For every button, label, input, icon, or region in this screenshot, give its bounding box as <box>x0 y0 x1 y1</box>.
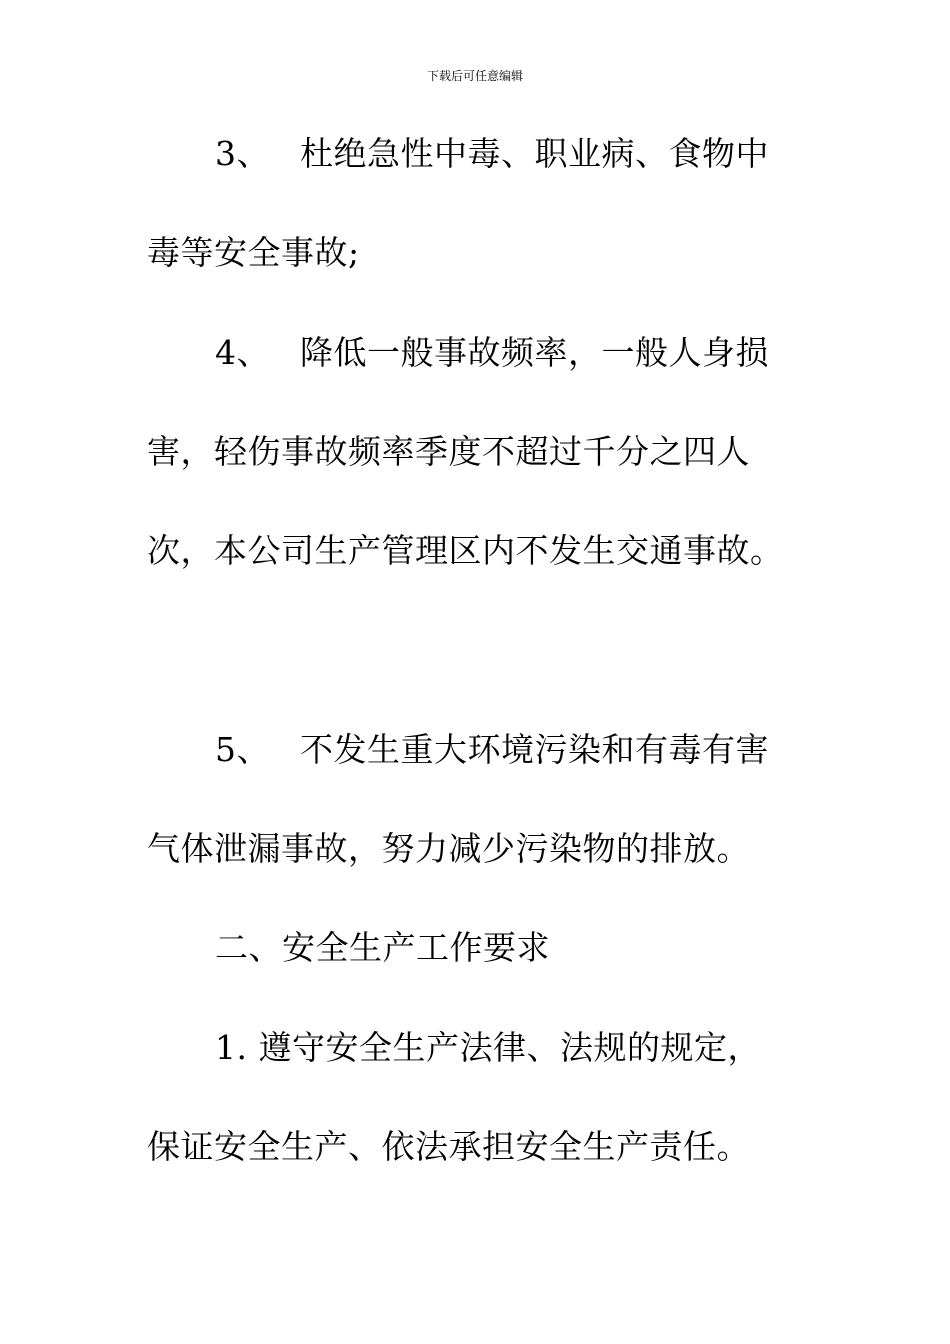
item-5-text-1: 不发生重大环境污染和有毒有害 <box>300 730 769 769</box>
item-4-text-1: 降低一般事故频率，一般人身损 <box>300 333 769 372</box>
requirement-1-line-1: 1. 遵守安全生产法律、法规的规定， <box>215 1028 761 1067</box>
item-3-text-1: 杜绝急性中毒、职业病、食物中 <box>300 134 769 173</box>
item-5-number: 5、 <box>215 730 270 769</box>
item-4-line-2: 害，轻伤事故频率季度不超过千分之四人 <box>147 432 750 471</box>
requirement-1-line-2: 保证安全生产、依法承担安全生产责任。 <box>147 1127 750 1166</box>
item-3-number: 3、 <box>215 134 270 173</box>
page-header: 下载后可任意编辑 <box>426 69 523 83</box>
item-3-line-1 <box>215 134 769 174</box>
item-4-line-1 <box>215 333 769 373</box>
item-5-line-1 <box>215 730 769 770</box>
item-5-line-2: 气体泄漏事故，努力减少污染物的排放。 <box>147 829 750 868</box>
item-4-line-3: 次，本公司生产管理区内不发生交通事故。 <box>147 531 784 570</box>
item-3-line-2: 毒等安全事故; <box>147 233 360 272</box>
section-2-heading: 二、安全生产工作要求 <box>215 928 550 967</box>
item-4-number: 4、 <box>215 333 270 372</box>
